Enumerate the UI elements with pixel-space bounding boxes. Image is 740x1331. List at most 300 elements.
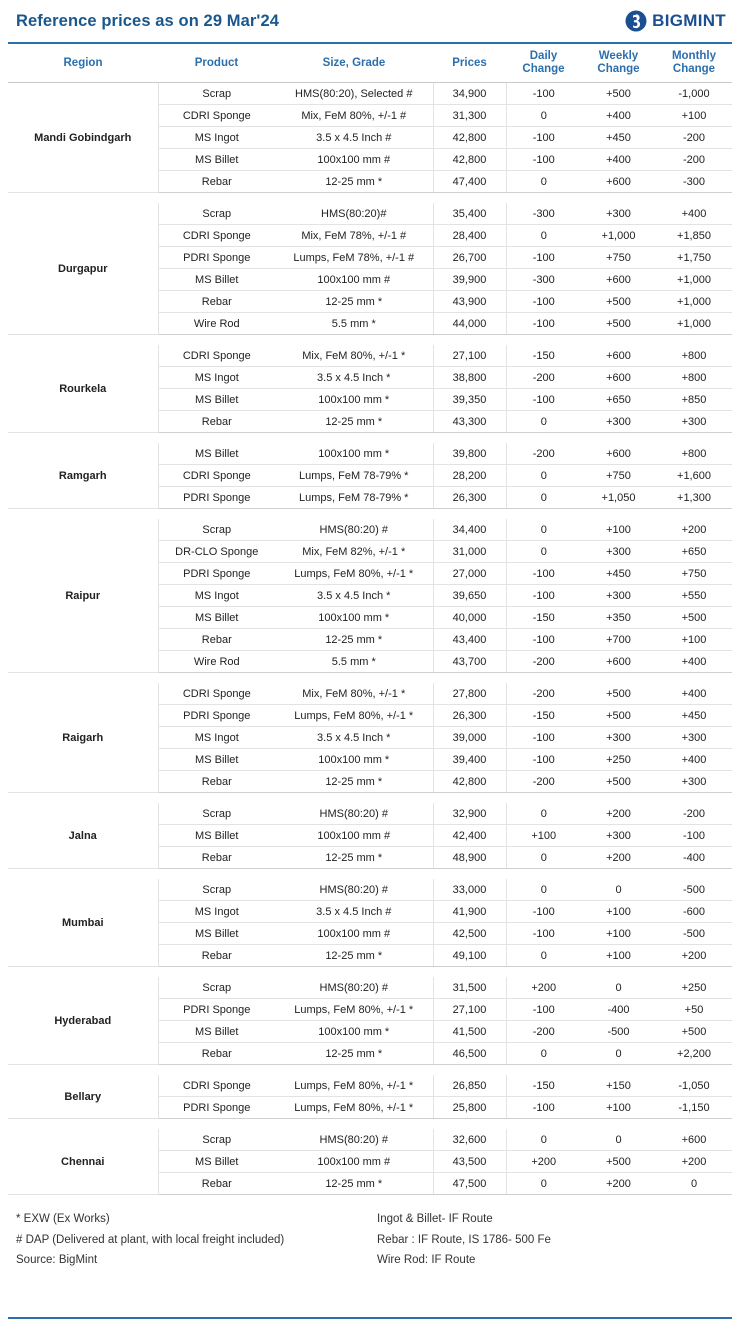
daily-change-cell: -100	[506, 585, 581, 607]
weekly-change-cell: +200	[581, 803, 656, 825]
table-row	[8, 977, 732, 999]
daily-change-cell: 0	[506, 1043, 581, 1065]
group-spacer	[8, 967, 732, 978]
region-cell: Raipur	[8, 519, 158, 673]
product-cell: MS Billet	[158, 923, 275, 945]
size-grade-cell: Lumps, FeM 80%, +/-1 *	[275, 1097, 433, 1119]
daily-change-cell: -100	[506, 901, 581, 923]
weekly-change-cell: +150	[581, 1075, 656, 1097]
footer-divider	[8, 1317, 732, 1319]
weekly-change-cell: +300	[581, 411, 656, 433]
monthly-change-cell: -100	[656, 825, 732, 847]
weekly-change-cell: +300	[581, 825, 656, 847]
weekly-change-cell: +500	[581, 1151, 656, 1173]
monthly-change-cell: +1,750	[656, 247, 732, 269]
weekly-change-cell: +1,000	[581, 225, 656, 247]
monthly-change-cell: +2,200	[656, 1043, 732, 1065]
weekly-change-cell: +500	[581, 771, 656, 793]
product-cell: MS Ingot	[158, 367, 275, 389]
price-cell: 47,500	[433, 1173, 506, 1195]
size-grade-cell: 100x100 mm *	[275, 443, 433, 465]
page-title: Reference prices as on 29 Mar'24	[16, 11, 280, 30]
weekly-change-cell: +300	[581, 727, 656, 749]
price-cell: 49,100	[433, 945, 506, 967]
product-cell: MS Billet	[158, 825, 275, 847]
price-cell: 26,850	[433, 1075, 506, 1097]
region-cell: Ramgarh	[8, 443, 158, 509]
footer-note: # DAP (Delivered at plant, with local freight included)	[16, 1233, 285, 1246]
size-grade-cell: 100x100 mm #	[275, 269, 433, 291]
size-grade-cell: HMS(80:20), Selected #	[275, 83, 433, 105]
size-grade-cell: HMS(80:20) #	[275, 879, 433, 901]
product-cell: MS Ingot	[158, 585, 275, 607]
monthly-change-cell: +100	[656, 105, 732, 127]
region-cell: Raigarh	[8, 683, 158, 793]
price-cell: 27,000	[433, 563, 506, 585]
weekly-change-cell: +300	[581, 541, 656, 563]
weekly-change-cell: +200	[581, 1173, 656, 1195]
daily-change-cell: -100	[506, 291, 581, 313]
daily-change-cell: -100	[506, 1097, 581, 1119]
daily-change-cell: 0	[506, 411, 581, 433]
monthly-change-cell: +500	[656, 607, 732, 629]
monthly-change-cell: +800	[656, 443, 732, 465]
report-footer	[8, 1203, 732, 1269]
price-cell: 32,900	[433, 803, 506, 825]
product-cell: CDRI Sponge	[158, 1075, 275, 1097]
price-cell: 42,800	[433, 149, 506, 171]
monthly-change-cell: 0	[656, 1173, 732, 1195]
weekly-change-line2: Change	[597, 63, 640, 76]
price-cell: 31,500	[433, 977, 506, 999]
product-cell: PDRI Sponge	[158, 705, 275, 727]
weekly-change-cell: +600	[581, 269, 656, 291]
daily-change-cell: -100	[506, 389, 581, 411]
size-grade-cell: Lumps, FeM 80%, +/-1 *	[275, 563, 433, 585]
product-cell: MS Ingot	[158, 727, 275, 749]
weekly-change-cell: +500	[581, 291, 656, 313]
product-cell: PDRI Sponge	[158, 487, 275, 509]
price-cell: 43,300	[433, 411, 506, 433]
product-cell: PDRI Sponge	[158, 247, 275, 269]
price-cell: 35,400	[433, 203, 506, 225]
daily-change-cell: -200	[506, 367, 581, 389]
weekly-change-cell: +500	[581, 313, 656, 335]
monthly-change-cell: -1,000	[656, 83, 732, 105]
size-grade-cell: 12-25 mm *	[275, 1043, 433, 1065]
daily-change-cell: -300	[506, 269, 581, 291]
price-cell: 38,800	[433, 367, 506, 389]
daily-change-line1: Daily	[529, 50, 558, 62]
daily-change-cell: 0	[506, 879, 581, 901]
price-cell: 42,800	[433, 127, 506, 149]
table-row	[8, 1129, 732, 1151]
weekly-change-cell: +750	[581, 465, 656, 487]
col-header-daily-change	[506, 44, 581, 83]
product-cell: CDRI Sponge	[158, 345, 275, 367]
size-grade-cell: HMS(80:20)#	[275, 203, 433, 225]
footer-notes-right	[363, 1209, 724, 1269]
daily-change-cell: 0	[506, 847, 581, 869]
daily-change-cell: -150	[506, 607, 581, 629]
size-grade-cell: Lumps, FeM 80%, +/-1 *	[275, 1075, 433, 1097]
region-cell: Chennai	[8, 1129, 158, 1195]
daily-change-cell: 0	[506, 1173, 581, 1195]
region-cell: Jalna	[8, 803, 158, 869]
weekly-change-cell: 0	[581, 977, 656, 999]
region-cell: Mumbai	[8, 879, 158, 967]
monthly-change-cell: +100	[656, 629, 732, 651]
daily-change-cell: -200	[506, 651, 581, 673]
daily-change-line2: Change	[522, 63, 565, 76]
price-cell: 42,500	[433, 923, 506, 945]
daily-change-cell: -100	[506, 999, 581, 1021]
daily-change-cell: -300	[506, 203, 581, 225]
price-cell: 26,700	[433, 247, 506, 269]
monthly-change-cell: +850	[656, 389, 732, 411]
monthly-change-cell: -1,150	[656, 1097, 732, 1119]
monthly-change-cell: -500	[656, 879, 732, 901]
monthly-change-cell: +50	[656, 999, 732, 1021]
weekly-change-cell: +100	[581, 1097, 656, 1119]
daily-change-cell: -200	[506, 1021, 581, 1043]
daily-change-cell: -100	[506, 83, 581, 105]
daily-change-cell: 0	[506, 541, 581, 563]
price-cell: 40,000	[433, 607, 506, 629]
monthly-change-cell: +1,000	[656, 269, 732, 291]
product-cell: MS Billet	[158, 149, 275, 171]
table-header-row	[8, 44, 732, 83]
monthly-change-cell: -400	[656, 847, 732, 869]
weekly-change-cell: +600	[581, 171, 656, 193]
col-header-monthly-change	[656, 44, 732, 83]
weekly-change-cell: +100	[581, 519, 656, 541]
monthly-change-cell: -200	[656, 803, 732, 825]
table-row	[8, 879, 732, 901]
size-grade-cell: 5.5 mm *	[275, 313, 433, 335]
size-grade-cell: 100x100 mm *	[275, 607, 433, 629]
col-header-prices: Prices	[433, 44, 506, 83]
monthly-change-cell: +450	[656, 705, 732, 727]
size-grade-cell: Lumps, FeM 80%, +/-1 *	[275, 705, 433, 727]
weekly-change-cell: +600	[581, 367, 656, 389]
size-grade-cell: 100x100 mm #	[275, 825, 433, 847]
daily-change-cell: -100	[506, 247, 581, 269]
weekly-change-cell: +700	[581, 629, 656, 651]
daily-change-cell: -200	[506, 443, 581, 465]
price-cell: 48,900	[433, 847, 506, 869]
product-cell: CDRI Sponge	[158, 105, 275, 127]
daily-change-cell: +200	[506, 977, 581, 999]
reference-prices-table	[8, 44, 732, 1195]
daily-change-cell: 0	[506, 225, 581, 247]
footer-note: Ingot & Billet- IF Route	[377, 1213, 493, 1226]
daily-change-cell: +200	[506, 1151, 581, 1173]
daily-change-cell: 0	[506, 105, 581, 127]
weekly-change-cell: +600	[581, 443, 656, 465]
product-cell: Scrap	[158, 879, 275, 901]
size-grade-cell: 100x100 mm *	[275, 1021, 433, 1043]
product-cell: MS Ingot	[158, 901, 275, 923]
col-header-size-grade: Size, Grade	[275, 44, 433, 83]
weekly-change-cell: +300	[581, 585, 656, 607]
price-cell: 26,300	[433, 487, 506, 509]
size-grade-cell: 100x100 mm #	[275, 1151, 433, 1173]
daily-change-cell: 0	[506, 487, 581, 509]
product-cell: CDRI Sponge	[158, 225, 275, 247]
size-grade-cell: HMS(80:20) #	[275, 977, 433, 999]
product-cell: Scrap	[158, 1129, 275, 1151]
monthly-change-cell: +750	[656, 563, 732, 585]
product-cell: Rebar	[158, 771, 275, 793]
region-cell: Bellary	[8, 1075, 158, 1119]
product-cell: Scrap	[158, 83, 275, 105]
table-row	[8, 519, 732, 541]
daily-change-cell: -200	[506, 771, 581, 793]
size-grade-cell: 100x100 mm *	[275, 749, 433, 771]
monthly-change-cell: +1,300	[656, 487, 732, 509]
monthly-change-cell: +600	[656, 1129, 732, 1151]
size-grade-cell: Mix, FeM 78%, +/-1 #	[275, 225, 433, 247]
monthly-change-cell: +650	[656, 541, 732, 563]
price-cell: 31,300	[433, 105, 506, 127]
daily-change-cell: -100	[506, 313, 581, 335]
monthly-change-cell: -200	[656, 149, 732, 171]
monthly-change-cell: +400	[656, 651, 732, 673]
monthly-change-cell: +300	[656, 727, 732, 749]
monthly-change-cell: +300	[656, 771, 732, 793]
weekly-change-cell: +100	[581, 923, 656, 945]
price-cell: 33,000	[433, 879, 506, 901]
price-cell: 43,500	[433, 1151, 506, 1173]
product-cell: PDRI Sponge	[158, 563, 275, 585]
price-cell: 28,400	[433, 225, 506, 247]
monthly-change-cell: +1,600	[656, 465, 732, 487]
price-cell: 43,900	[433, 291, 506, 313]
daily-change-cell: -100	[506, 727, 581, 749]
monthly-change-cell: +300	[656, 411, 732, 433]
bigmint-logo-icon	[625, 10, 647, 32]
size-grade-cell: 12-25 mm *	[275, 411, 433, 433]
table-row	[8, 83, 732, 105]
product-cell: MS Billet	[158, 749, 275, 771]
monthly-change-cell: +800	[656, 345, 732, 367]
daily-change-cell: 0	[506, 945, 581, 967]
weekly-change-cell: 0	[581, 1129, 656, 1151]
size-grade-cell: 100x100 mm #	[275, 923, 433, 945]
weekly-change-cell: +250	[581, 749, 656, 771]
price-cell: 46,500	[433, 1043, 506, 1065]
daily-change-cell: +100	[506, 825, 581, 847]
product-cell: Rebar	[158, 1043, 275, 1065]
region-cell: Durgapur	[8, 203, 158, 335]
group-spacer	[8, 1119, 732, 1130]
group-spacer	[8, 869, 732, 880]
daily-change-cell: 0	[506, 803, 581, 825]
price-cell: 39,400	[433, 749, 506, 771]
weekly-change-cell: +1,050	[581, 487, 656, 509]
monthly-change-cell: -600	[656, 901, 732, 923]
size-grade-cell: 12-25 mm *	[275, 847, 433, 869]
product-cell: Wire Rod	[158, 651, 275, 673]
group-spacer	[8, 793, 732, 804]
region-cell: Hyderabad	[8, 977, 158, 1065]
group-spacer	[8, 509, 732, 520]
group-spacer	[8, 673, 732, 684]
product-cell: MS Billet	[158, 1151, 275, 1173]
monthly-change-line1: Monthly	[671, 50, 717, 62]
price-cell: 41,900	[433, 901, 506, 923]
size-grade-cell: 3.5 x 4.5 Inch #	[275, 901, 433, 923]
weekly-change-cell: +100	[581, 945, 656, 967]
weekly-change-cell: -500	[581, 1021, 656, 1043]
price-cell: 43,400	[433, 629, 506, 651]
price-cell: 47,400	[433, 171, 506, 193]
size-grade-cell: HMS(80:20) #	[275, 1129, 433, 1151]
table-row	[8, 803, 732, 825]
price-cell: 27,800	[433, 683, 506, 705]
footer-note: Wire Rod: IF Route	[377, 1253, 476, 1266]
weekly-change-cell: +200	[581, 847, 656, 869]
product-cell: Rebar	[158, 629, 275, 651]
price-cell: 26,300	[433, 705, 506, 727]
group-spacer	[8, 335, 732, 346]
product-cell: Scrap	[158, 203, 275, 225]
price-cell: 43,700	[433, 651, 506, 673]
monthly-change-cell: -200	[656, 127, 732, 149]
weekly-change-cell: +500	[581, 83, 656, 105]
product-cell: MS Billet	[158, 269, 275, 291]
size-grade-cell: Lumps, FeM 80%, +/-1 *	[275, 999, 433, 1021]
price-cell: 39,650	[433, 585, 506, 607]
daily-change-cell: -100	[506, 563, 581, 585]
product-cell: Rebar	[158, 1173, 275, 1195]
price-cell: 39,350	[433, 389, 506, 411]
product-cell: Scrap	[158, 977, 275, 999]
monthly-change-cell: +200	[656, 1151, 732, 1173]
size-grade-cell: Mix, FeM 82%, +/-1 *	[275, 541, 433, 563]
price-cell: 25,800	[433, 1097, 506, 1119]
footer-notes-left	[16, 1209, 363, 1269]
monthly-change-cell: +400	[656, 203, 732, 225]
product-cell: Rebar	[158, 847, 275, 869]
size-grade-cell: HMS(80:20) #	[275, 803, 433, 825]
col-header-product: Product	[158, 44, 275, 83]
price-cell: 42,400	[433, 825, 506, 847]
size-grade-cell: 3.5 x 4.5 Inch *	[275, 727, 433, 749]
col-header-region: Region	[8, 44, 158, 83]
price-cell: 39,000	[433, 727, 506, 749]
weekly-change-cell: +750	[581, 247, 656, 269]
price-cell: 34,900	[433, 83, 506, 105]
product-cell: MS Billet	[158, 607, 275, 629]
size-grade-cell: 3.5 x 4.5 Inch #	[275, 127, 433, 149]
footer-note: * EXW (Ex Works)	[16, 1213, 110, 1226]
price-cell: 32,600	[433, 1129, 506, 1151]
monthly-change-cell: +550	[656, 585, 732, 607]
product-cell: Rebar	[158, 411, 275, 433]
size-grade-cell: Lumps, FeM 78-79% *	[275, 487, 433, 509]
brand-logo	[625, 10, 726, 32]
product-cell: MS Billet	[158, 1021, 275, 1043]
monthly-change-cell: -500	[656, 923, 732, 945]
product-cell: MS Billet	[158, 389, 275, 411]
daily-change-cell: -100	[506, 923, 581, 945]
price-cell: 39,800	[433, 443, 506, 465]
table-row	[8, 443, 732, 465]
size-grade-cell: 12-25 mm *	[275, 771, 433, 793]
weekly-change-cell: +500	[581, 683, 656, 705]
table-row	[8, 203, 732, 225]
group-spacer	[8, 433, 732, 444]
product-cell: Rebar	[158, 945, 275, 967]
weekly-change-cell: +500	[581, 705, 656, 727]
weekly-change-cell: +600	[581, 651, 656, 673]
product-cell: PDRI Sponge	[158, 999, 275, 1021]
region-cell: Mandi Gobindgarh	[8, 83, 158, 193]
monthly-change-cell: +800	[656, 367, 732, 389]
size-grade-cell: 100x100 mm #	[275, 149, 433, 171]
report-header	[8, 0, 732, 42]
table-body	[8, 83, 732, 1195]
size-grade-cell: 12-25 mm *	[275, 171, 433, 193]
product-cell: Scrap	[158, 519, 275, 541]
price-cell: 27,100	[433, 345, 506, 367]
price-cell: 27,100	[433, 999, 506, 1021]
monthly-change-cell: +1,000	[656, 313, 732, 335]
monthly-change-cell: +400	[656, 683, 732, 705]
size-grade-cell: Lumps, FeM 78-79% *	[275, 465, 433, 487]
price-cell: 34,400	[433, 519, 506, 541]
monthly-change-cell: +500	[656, 1021, 732, 1043]
weekly-change-cell: +400	[581, 105, 656, 127]
size-grade-cell: 5.5 mm *	[275, 651, 433, 673]
footer-note: Rebar : IF Route, IS 1786- 500 Fe	[377, 1233, 551, 1246]
price-cell: 28,200	[433, 465, 506, 487]
footer-note: Source: BigMint	[16, 1253, 98, 1266]
weekly-change-line1: Weekly	[598, 50, 639, 62]
size-grade-cell: Mix, FeM 80%, +/-1 #	[275, 105, 433, 127]
weekly-change-cell: 0	[581, 1043, 656, 1065]
weekly-change-cell: +600	[581, 345, 656, 367]
product-cell: Rebar	[158, 171, 275, 193]
size-grade-cell: 12-25 mm *	[275, 629, 433, 651]
daily-change-cell: -150	[506, 345, 581, 367]
size-grade-cell: Mix, FeM 80%, +/-1 *	[275, 345, 433, 367]
daily-change-cell: -200	[506, 683, 581, 705]
product-cell: DR-CLO Sponge	[158, 541, 275, 563]
daily-change-cell: 0	[506, 1129, 581, 1151]
daily-change-cell: -100	[506, 149, 581, 171]
weekly-change-cell: +450	[581, 127, 656, 149]
monthly-change-cell: +200	[656, 945, 732, 967]
table-row	[8, 1075, 732, 1097]
monthly-change-cell: -1,050	[656, 1075, 732, 1097]
product-cell: CDRI Sponge	[158, 465, 275, 487]
price-cell: 44,000	[433, 313, 506, 335]
daily-change-cell: -150	[506, 1075, 581, 1097]
weekly-change-cell: -400	[581, 999, 656, 1021]
price-cell: 31,000	[433, 541, 506, 563]
product-cell: MS Ingot	[158, 127, 275, 149]
weekly-change-cell: +100	[581, 901, 656, 923]
group-spacer	[8, 193, 732, 204]
size-grade-cell: 3.5 x 4.5 Inch *	[275, 585, 433, 607]
product-cell: PDRI Sponge	[158, 1097, 275, 1119]
monthly-change-cell: +250	[656, 977, 732, 999]
monthly-change-line2: Change	[672, 63, 716, 76]
weekly-change-cell: +400	[581, 149, 656, 171]
